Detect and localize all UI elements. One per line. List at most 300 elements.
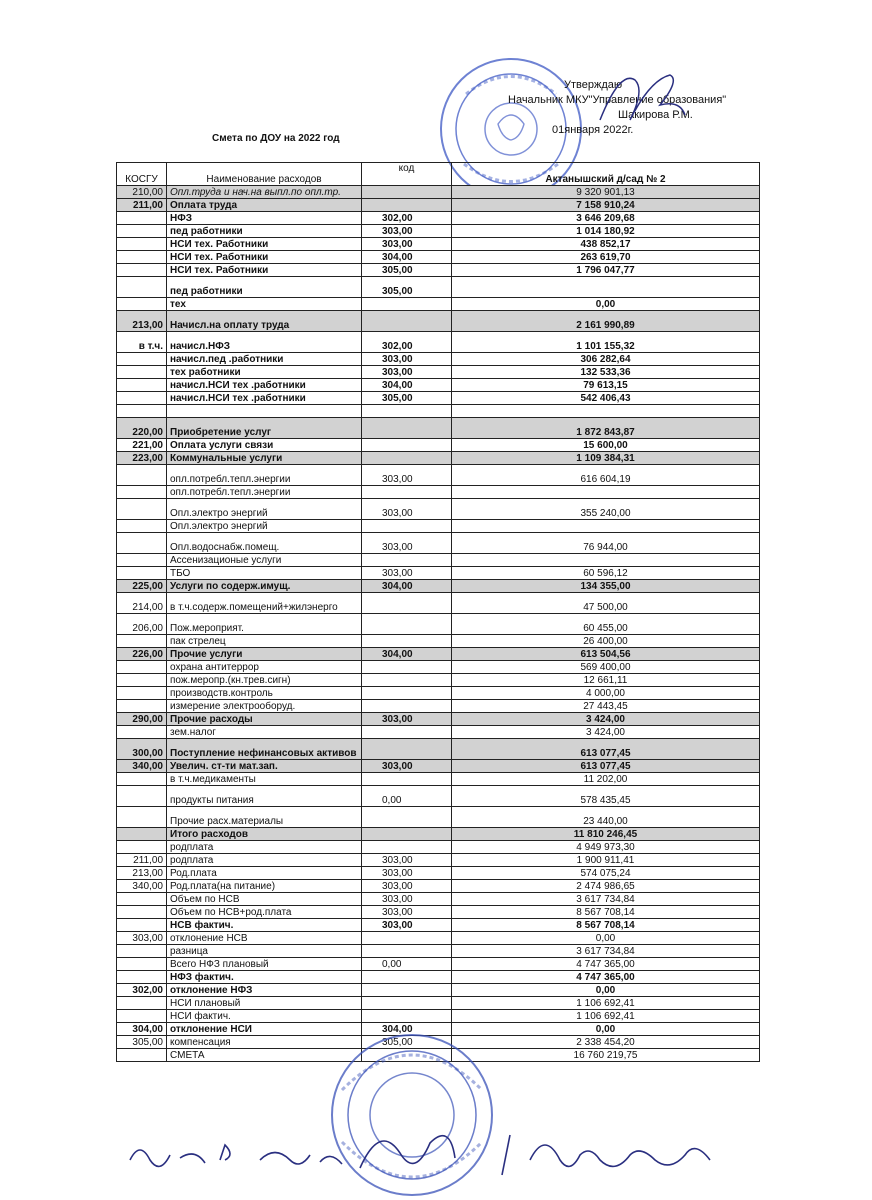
name-cell: Коммунальные услуги [167,452,362,465]
amount-cell: 47 500,00 [452,593,760,614]
code-cell: 302,00 [362,332,452,353]
table-row [117,906,760,919]
code-cell: 303,00 [362,567,452,580]
table-row [117,773,760,786]
amount-cell: 4 747 365,00 [452,971,760,984]
name-cell: НСИ плановый [167,997,362,1010]
name-cell: Оплата труда [167,199,362,212]
kosgu-cell: 213,00 [117,867,167,880]
amount-cell: 2 161 990,89 [452,311,760,332]
code-cell [362,554,452,567]
amount-cell: 1 900 911,41 [452,854,760,867]
name-cell: начисл.НСИ тех .работники [167,392,362,405]
table-row [117,567,760,580]
name-cell: тех [167,298,362,311]
kosgu-cell [117,841,167,854]
code-cell: 304,00 [362,379,452,392]
code-cell [362,635,452,648]
kosgu-cell: 303,00 [117,932,167,945]
table-row [117,465,760,486]
table-row [117,439,760,452]
kosgu-cell [117,225,167,238]
amount-cell: 0,00 [452,298,760,311]
amount-cell: 355 240,00 [452,499,760,520]
kosgu-cell [117,499,167,520]
amount-cell: 569 400,00 [452,661,760,674]
table-row [117,298,760,311]
code-cell [362,452,452,465]
code-cell [362,186,452,199]
kosgu-cell: 225,00 [117,580,167,593]
amount-cell: 4 747 365,00 [452,958,760,971]
code-cell: 303,00 [362,893,452,906]
amount-cell [452,520,760,533]
kosgu-cell [117,958,167,971]
table-row [117,971,760,984]
code-cell: 303,00 [362,353,452,366]
kosgu-cell [117,635,167,648]
kosgu-cell: 340,00 [117,880,167,893]
code-cell [362,298,452,311]
amount-cell: 578 435,45 [452,786,760,807]
amount-cell: 263 619,70 [452,251,760,264]
code-cell [362,614,452,635]
name-cell: Приобретение услуг [167,418,362,439]
code-cell: 305,00 [362,264,452,277]
code-cell [362,932,452,945]
table-row [117,225,760,238]
name-cell: охрана антитеррор [167,661,362,674]
name-cell: начисл.пед .работники [167,353,362,366]
code-cell: 304,00 [362,648,452,661]
table-row [117,919,760,932]
table-row [117,520,760,533]
code-cell [362,418,452,439]
table-row [117,760,760,773]
name-cell: НФЗ фактич. [167,971,362,984]
kosgu-cell [117,264,167,277]
code-cell: 303,00 [362,499,452,520]
code-cell: 303,00 [362,225,452,238]
code-cell [362,984,452,997]
table-row [117,854,760,867]
amount-cell: 8 567 708,14 [452,906,760,919]
name-cell: НСИ фактич. [167,1010,362,1023]
code-cell: 303,00 [362,867,452,880]
amount-cell: 3 424,00 [452,726,760,739]
kosgu-cell: 340,00 [117,760,167,773]
amount-cell: 4 000,00 [452,687,760,700]
amount-cell: 79 613,15 [452,379,760,392]
amount-cell: 11 810 246,45 [452,828,760,841]
name-cell: Объем по НСВ [167,893,362,906]
kosgu-cell [117,392,167,405]
amount-cell: 613 077,45 [452,739,760,760]
name-cell: Поступление нефинансовых активов [167,739,362,760]
table-header [117,163,760,186]
code-cell [362,405,452,418]
amount-cell [452,486,760,499]
table-row [117,635,760,648]
name-cell: в т.ч.медикаменты [167,773,362,786]
name-cell: СМЕТА [167,1049,362,1062]
code-cell: 303,00 [362,713,452,726]
code-cell [362,520,452,533]
name-cell: Оплата услуги связи [167,439,362,452]
amount-cell: 1 109 384,31 [452,452,760,465]
table-row [117,1010,760,1023]
code-cell [362,661,452,674]
amount-cell: 3 646 209,68 [452,212,760,225]
name-cell: НСИ тех. Работники [167,238,362,251]
table-row [117,945,760,958]
code-cell [362,700,452,713]
table-row [117,580,760,593]
handwritten-signature [120,1130,760,1180]
amount-cell: 9 320 901,13 [452,186,760,199]
table-row [117,353,760,366]
document-title: Смета по ДОУ на 2022 год [212,133,340,144]
kosgu-cell [117,674,167,687]
name-cell: Увелич. ст-ти мат.зап. [167,760,362,773]
table-row [117,311,760,332]
amount-cell: 0,00 [452,1023,760,1036]
approval-name: Шакирова Р.М. [618,109,693,121]
kosgu-cell: 226,00 [117,648,167,661]
name-cell: Начисл.на оплату труда [167,311,362,332]
budget-table [116,162,760,1062]
kosgu-cell [117,520,167,533]
code-cell: 303,00 [362,880,452,893]
name-cell: опл.потребл.тепл.энергии [167,465,362,486]
name-cell: Услуги по содерж.имущ. [167,580,362,593]
table-row [117,499,760,520]
code-cell [362,971,452,984]
table-row [117,841,760,854]
amount-cell [452,277,760,298]
kosgu-cell [117,353,167,366]
name-cell: Прочие услуги [167,648,362,661]
table-row [117,614,760,635]
name-cell: пед работники [167,225,362,238]
amount-cell: 7 158 910,24 [452,199,760,212]
code-cell [362,439,452,452]
name-cell: ТБО [167,567,362,580]
table-row [117,418,760,439]
code-cell: 302,00 [362,212,452,225]
kosgu-cell [117,773,167,786]
table-row [117,332,760,353]
name-cell: пед работники [167,277,362,298]
table-row [117,661,760,674]
signature-block [120,1130,760,1180]
name-cell: отклонение НСИ [167,1023,362,1036]
kosgu-cell [117,945,167,958]
amount-cell: 27 443,45 [452,700,760,713]
name-cell: пож.меропр.(кн.трев.сигн) [167,674,362,687]
amount-cell: 574 075,24 [452,867,760,880]
amount-cell: 1 014 180,92 [452,225,760,238]
name-cell: Опл.электро энергий [167,499,362,520]
amount-cell: 23 440,00 [452,807,760,828]
name-cell: Род.плата [167,867,362,880]
amount-cell: 1 106 692,41 [452,997,760,1010]
code-cell [362,593,452,614]
amount-cell: 1 796 047,77 [452,264,760,277]
kosgu-cell [117,251,167,264]
code-cell [362,199,452,212]
amount-cell: 542 406,43 [452,392,760,405]
kosgu-cell [117,1049,167,1062]
kosgu-cell [117,919,167,932]
name-cell: НСИ тех. Работники [167,251,362,264]
table-row [117,366,760,379]
amount-cell: 2 474 986,65 [452,880,760,893]
code-cell [362,807,452,828]
code-cell [362,773,452,786]
name-cell: Ассенизационые услуги [167,554,362,567]
code-cell [362,1010,452,1023]
kosgu-cell [117,726,167,739]
amount-cell: 60 455,00 [452,614,760,635]
amount-cell: 616 604,19 [452,465,760,486]
approval-date: 01января 2022г. [552,124,634,136]
name-cell: компенсация [167,1036,362,1049]
table-row [117,880,760,893]
kosgu-cell [117,906,167,919]
kosgu-cell [117,828,167,841]
name-cell [167,405,362,418]
name-cell: производств.контроль [167,687,362,700]
kosgu-cell: 305,00 [117,1036,167,1049]
name-cell: Опл.труда и нач.на выпл.по опл.тр. [167,186,362,199]
table-row [117,648,760,661]
table-row [117,186,760,199]
kosgu-cell: 213,00 [117,311,167,332]
code-cell: 304,00 [362,1023,452,1036]
name-cell: Итого расходов [167,828,362,841]
table-row [117,212,760,225]
name-cell: в т.ч.содерж.помещений+жилэнерго [167,593,362,614]
name-cell: отклонение НСВ [167,932,362,945]
code-cell [362,687,452,700]
table-row [117,486,760,499]
amount-cell: 613 504,56 [452,648,760,661]
amount-cell: 306 282,64 [452,353,760,366]
amount-cell [452,405,760,418]
amount-cell: 12 661,11 [452,674,760,687]
code-cell: 303,00 [362,238,452,251]
table-row [117,554,760,567]
table-row [117,984,760,997]
kosgu-cell: 304,00 [117,1023,167,1036]
amount-cell: 134 355,00 [452,580,760,593]
table-row [117,867,760,880]
kosgu-cell [117,997,167,1010]
kosgu-cell: 300,00 [117,739,167,760]
code-cell [362,841,452,854]
code-cell [362,739,452,760]
kosgu-cell [117,379,167,392]
code-cell: 303,00 [362,366,452,379]
kosgu-cell [117,687,167,700]
kosgu-cell [117,971,167,984]
kosgu-cell [117,567,167,580]
name-cell: Опл.электро энергий [167,520,362,533]
table-row [117,739,760,760]
kosgu-cell: 290,00 [117,713,167,726]
name-cell: НСИ тех. Работники [167,264,362,277]
header-institution: Актанышский д/сад № 2 [452,163,760,186]
name-cell: начисл.НФЗ [167,332,362,353]
table-row [117,674,760,687]
table-row [117,199,760,212]
kosgu-cell [117,465,167,486]
name-cell: НСВ фактич. [167,919,362,932]
amount-cell: 3 617 734,84 [452,893,760,906]
name-cell: Прочие расходы [167,713,362,726]
name-cell: измерение электрооборуд. [167,700,362,713]
code-cell: 303,00 [362,465,452,486]
kosgu-cell [117,700,167,713]
kosgu-cell [117,277,167,298]
amount-cell: 8 567 708,14 [452,919,760,932]
code-cell: 303,00 [362,919,452,932]
kosgu-cell [117,893,167,906]
amount-cell: 0,00 [452,984,760,997]
table-row [117,726,760,739]
code-cell [362,486,452,499]
table-row [117,828,760,841]
name-cell: разница [167,945,362,958]
amount-cell: 26 400,00 [452,635,760,648]
table-row [117,932,760,945]
code-cell [362,945,452,958]
kosgu-cell [117,298,167,311]
kosgu-cell [117,786,167,807]
name-cell: родплата [167,841,362,854]
kosgu-cell: в т.ч. [117,332,167,353]
name-cell: зем.налог [167,726,362,739]
table-row [117,807,760,828]
code-cell: 304,00 [362,251,452,264]
header-code: код [362,163,452,186]
amount-cell: 3 617 734,84 [452,945,760,958]
name-cell: опл.потребл.тепл.энергии [167,486,362,499]
code-cell: 303,00 [362,854,452,867]
kosgu-cell: 211,00 [117,854,167,867]
name-cell: Пож.мероприят. [167,614,362,635]
code-cell [362,726,452,739]
table-row [117,251,760,264]
code-cell: 0,00 [362,958,452,971]
kosgu-cell: 210,00 [117,186,167,199]
amount-cell: 1 872 843,87 [452,418,760,439]
amount-cell: 16 760 219,75 [452,1049,760,1062]
amount-cell: 4 949 973,30 [452,841,760,854]
name-cell: родплата [167,854,362,867]
name-cell: Прочие расх.материалы [167,807,362,828]
kosgu-cell: 221,00 [117,439,167,452]
table-row [117,713,760,726]
approval-position: Начальник МКУ"Управление образования" [508,94,727,106]
header-kosgu: КОСГУ [117,163,167,186]
amount-cell: 132 533,36 [452,366,760,379]
code-cell [362,674,452,687]
kosgu-cell: 211,00 [117,199,167,212]
name-cell: продукты питания [167,786,362,807]
table-row [117,700,760,713]
kosgu-cell [117,212,167,225]
table-row [117,392,760,405]
code-cell: 304,00 [362,580,452,593]
code-cell: 305,00 [362,277,452,298]
kosgu-cell [117,405,167,418]
name-cell: Объем по НСВ+род.плата [167,906,362,919]
kosgu-cell [117,807,167,828]
table-row [117,452,760,465]
approval-signature [590,60,690,140]
kosgu-cell [117,1010,167,1023]
code-cell: 303,00 [362,906,452,919]
name-cell: отклонение НФЗ [167,984,362,997]
table-row [117,786,760,807]
amount-cell: 1 101 155,32 [452,332,760,353]
name-cell: тех работники [167,366,362,379]
code-cell [362,997,452,1010]
table-row [117,238,760,251]
kosgu-cell [117,554,167,567]
table-row [117,264,760,277]
amount-cell: 1 106 692,41 [452,1010,760,1023]
amount-cell: 0,00 [452,932,760,945]
name-cell: Опл.водоснабж.помещ. [167,533,362,554]
code-cell [362,828,452,841]
name-cell: Всего НФЗ плановый [167,958,362,971]
amount-cell: 2 338 454,20 [452,1036,760,1049]
table-row [117,533,760,554]
kosgu-cell: 214,00 [117,593,167,614]
table-row [117,893,760,906]
code-cell: 303,00 [362,533,452,554]
table-row [117,593,760,614]
amount-cell: 438 852,17 [452,238,760,251]
amount-cell [452,554,760,567]
amount-cell: 60 596,12 [452,567,760,580]
code-cell [362,311,452,332]
table-row [117,379,760,392]
code-cell: 305,00 [362,392,452,405]
code-cell: 303,00 [362,760,452,773]
kosgu-cell: 206,00 [117,614,167,635]
amount-cell: 15 600,00 [452,439,760,452]
amount-cell: 11 202,00 [452,773,760,786]
table-row [117,997,760,1010]
kosgu-cell [117,238,167,251]
amount-cell: 613 077,45 [452,760,760,773]
header-name: Наименование расходов [167,163,362,186]
name-cell: Род.плата(на питание) [167,880,362,893]
kosgu-cell [117,661,167,674]
name-cell: НФЗ [167,212,362,225]
kosgu-cell: 302,00 [117,984,167,997]
table-row [117,958,760,971]
name-cell: пак стрелец [167,635,362,648]
kosgu-cell: 220,00 [117,418,167,439]
kosgu-cell [117,533,167,554]
code-cell: 0,00 [362,786,452,807]
kosgu-cell [117,366,167,379]
